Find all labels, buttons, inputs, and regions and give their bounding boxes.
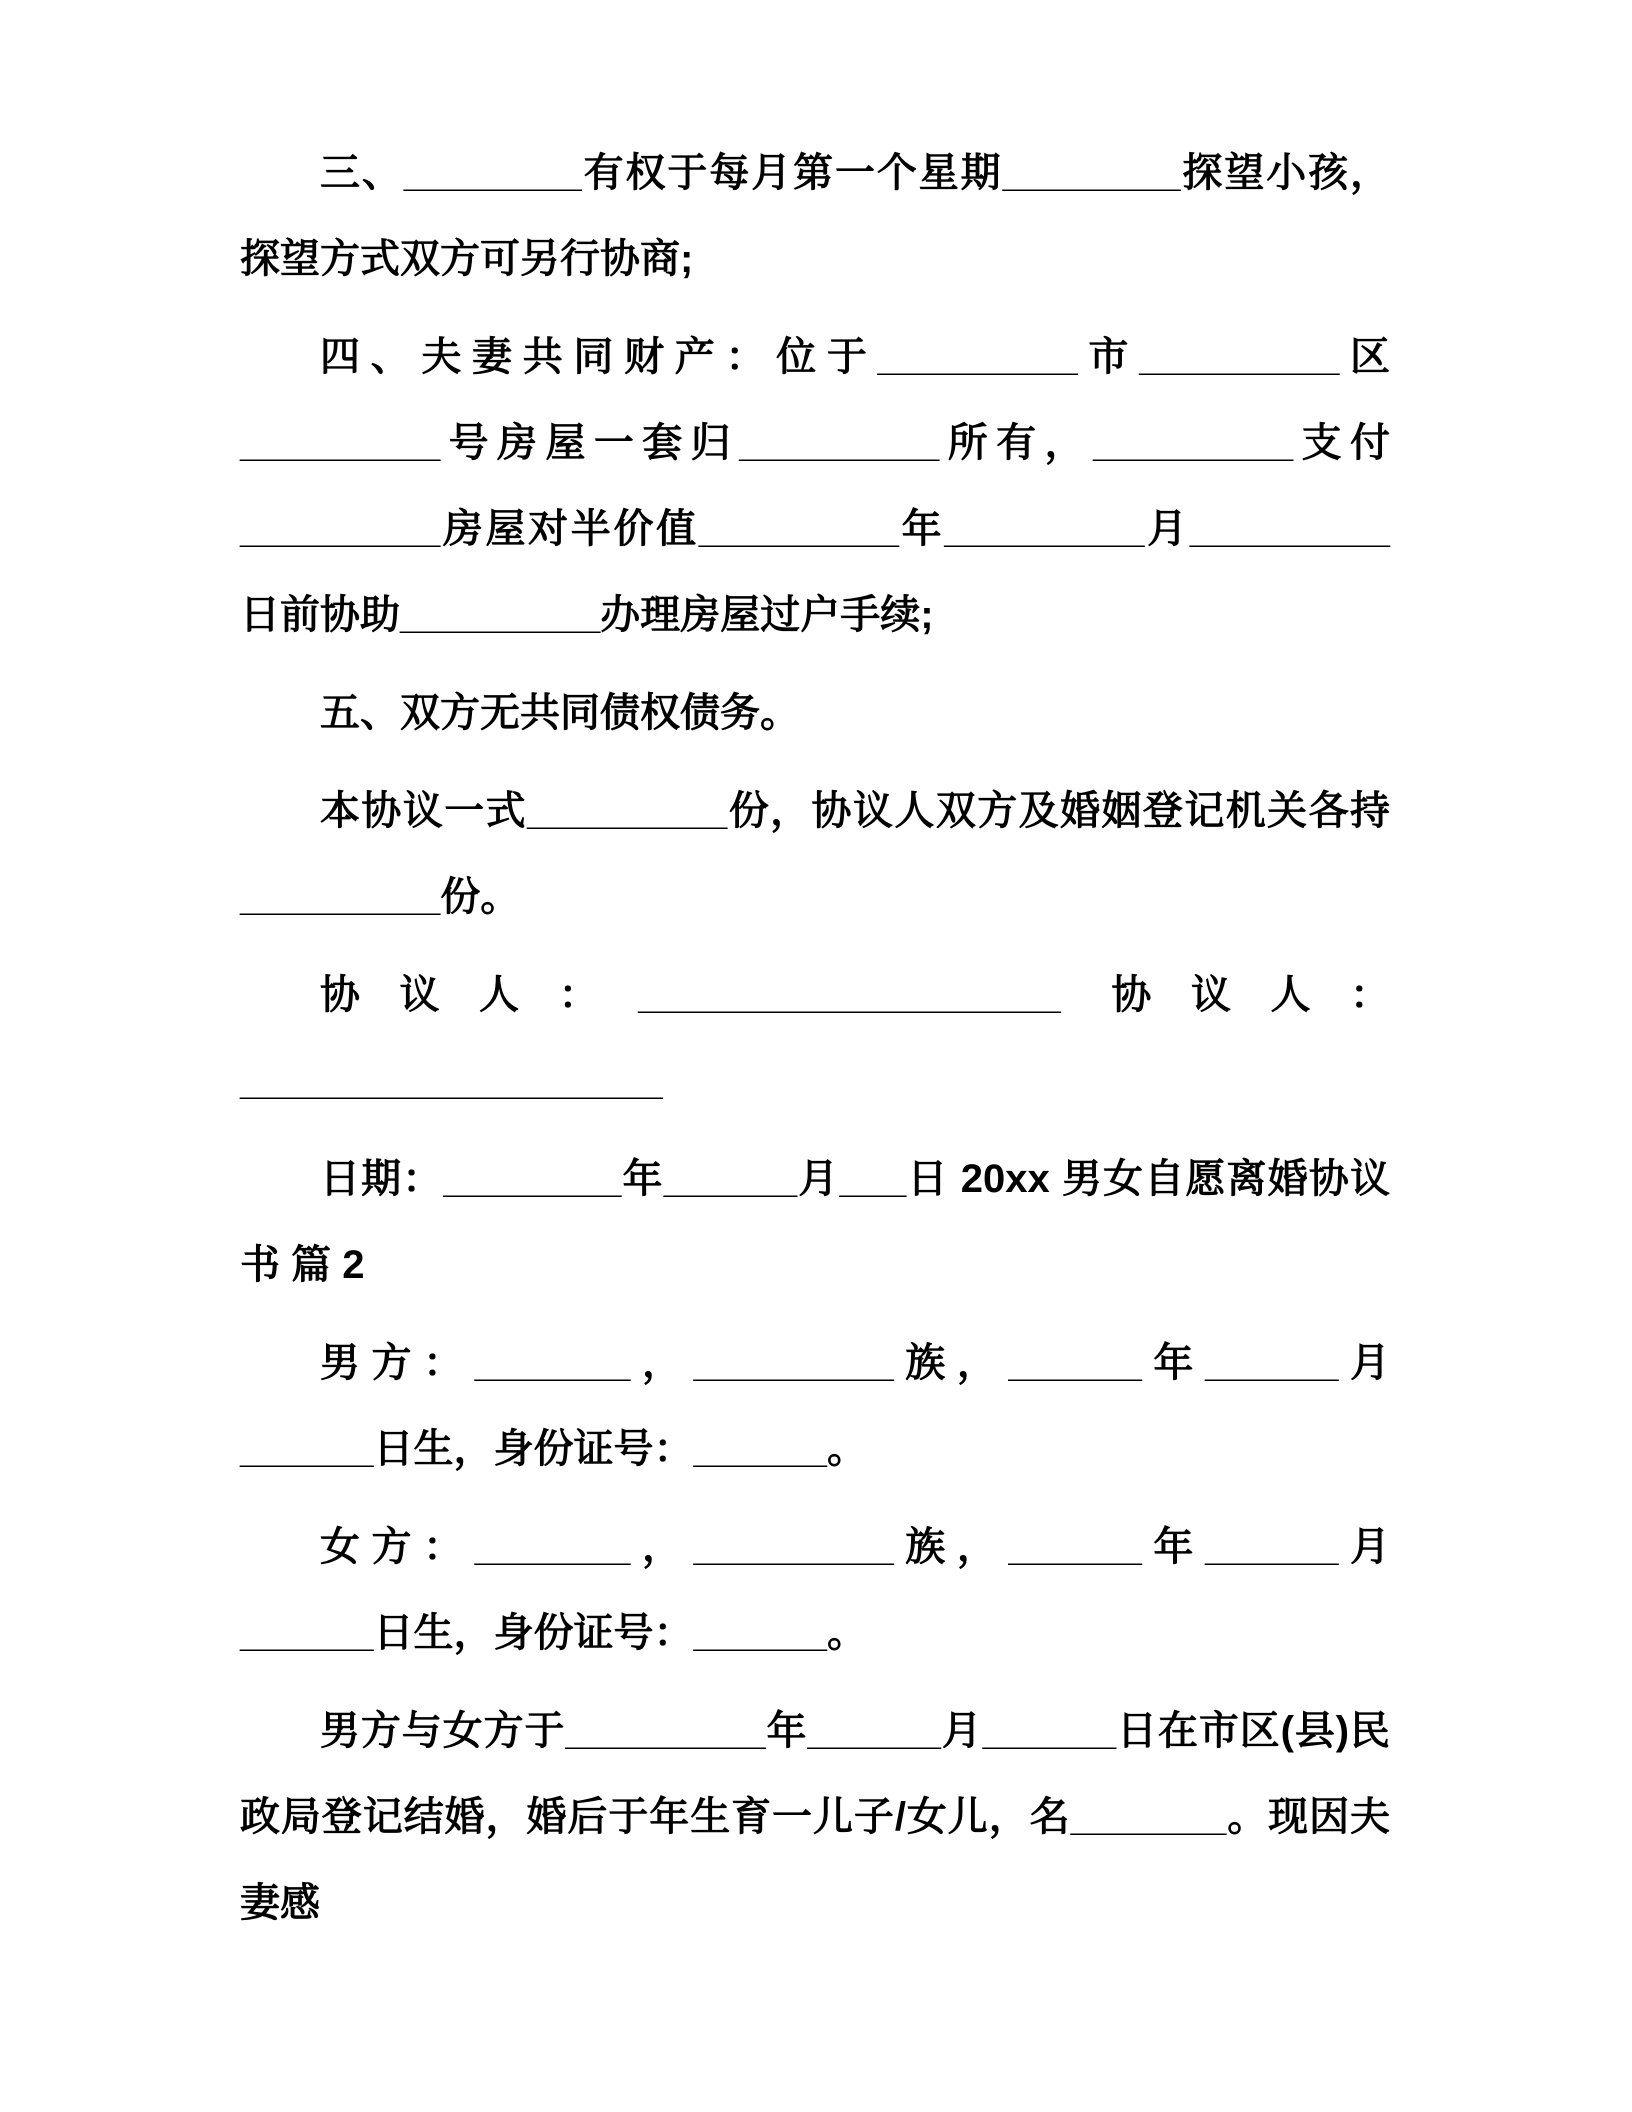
marriage-registration-info: 男方与女方于_________年______月______日在市区(县)民政局登记结婚，婚后于年生育一儿子/女儿，名_______。现因夫妻感 bbox=[240, 1709, 1390, 1925]
date-line-and-next-title: 日期：________年______月___日 20xx 男女自愿离婚协议书 篇 2 bbox=[240, 1157, 1390, 1287]
copies-clause: 本协议一式_________份，协议人双方及婚姻登记机关各持_________份。 bbox=[240, 789, 1390, 919]
clause-three-visitation: 三、________有权于每月第一个星期________探望小孩，探望方式双方可另行协商; bbox=[240, 151, 1390, 281]
party-male-info: 男方：_______，_________族，______年______月______日生，身份证号：______。 bbox=[240, 1341, 1390, 1471]
signature-line: 协议人：___________________ 协议人：___________________ bbox=[240, 973, 1390, 1103]
clause-four-property: 四、夫妻共同财产：位于_________市_________区_________号房屋一套归_________所有，_________支付_________房屋对半价值_________年_________月_________日前协助_________办理房屋过户手续; bbox=[240, 335, 1390, 637]
party-female-info: 女方：_______，_________族，______年______月______日生，身份证号：______。 bbox=[240, 1525, 1390, 1655]
clause-five-debts: 五、双方无共同债权债务。 bbox=[320, 691, 800, 735]
